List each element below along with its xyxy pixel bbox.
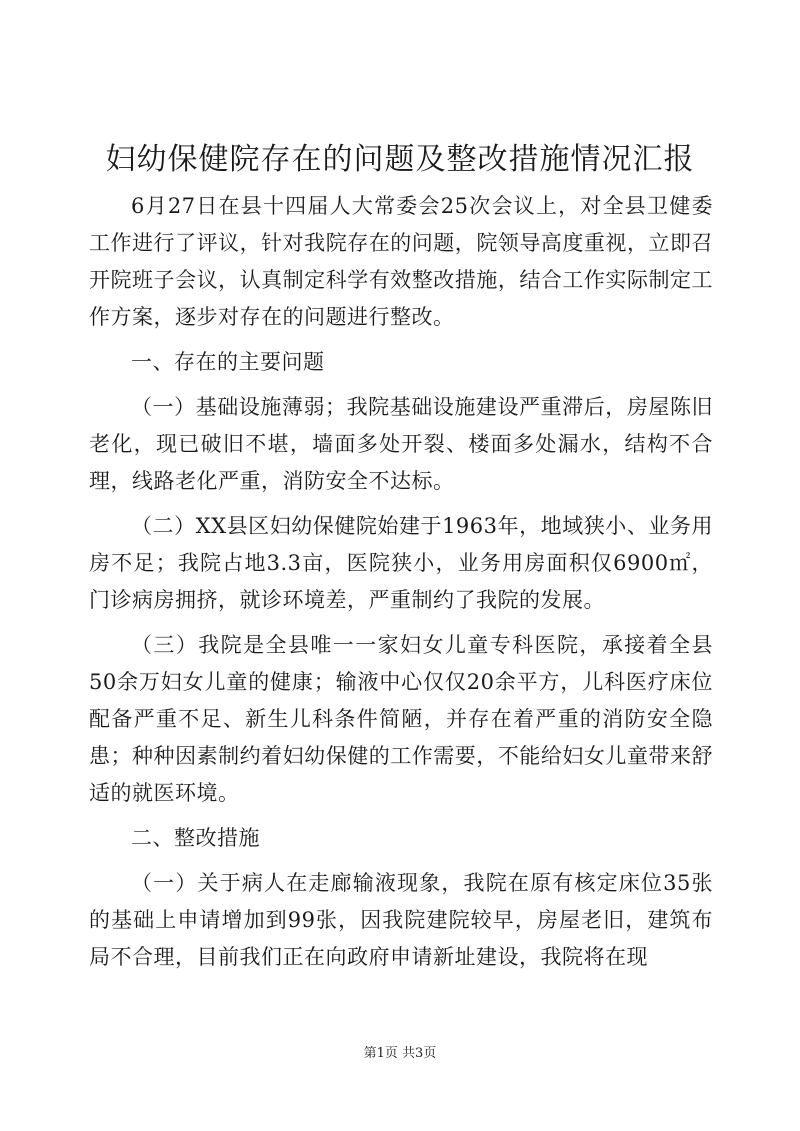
problem-paragraph-3: （三）我院是全县唯一一家妇女儿童专科医院，承接着全县50余万妇女儿童的健康；输液中心仅仅20余平方，儿科医疗床位配备严重不足、新生儿科条件简陋，并存在着严重的消防安全隐患；种种因素制约着妇幼保健的工作需要，不能给妇女儿童带来舒适的就医环境。: [89, 633, 713, 805]
document-body: [89, 188, 713, 984]
measure-paragraph-1: （一）关于病人在走廊输液现象，我院在原有核定床位35张的基础上申请增加到99张，因我院建院较早，房屋老旧，建筑布局不合理，目前我们正在向政府申请新址建设，我院将在现: [89, 871, 713, 969]
section-heading-measures: 二、整改措施: [131, 826, 260, 850]
problem-paragraph-2: （二）XX县区妇幼保健院始建于1963年，地域狭小、业务用房不足；我院占地3.3亩，医院狭小，业务用房面积仅6900㎡，门诊病房拥挤，就诊环境差，严重制约了我院的发展。: [89, 514, 713, 612]
intro-paragraph: 6月27日在县十四届人大常委会25次会议上，对全县卫健委工作进行了评议，针对我院存在的问题，院领导高度重视，立即召开院班子会议，认真制定科学有效整改措施，结合工作实际制定工作方案，逐步对存在的问题进行整改。: [89, 194, 713, 329]
section-heading-problems: 一、存在的主要问题: [131, 350, 325, 374]
page-number-footer: 第1页 共3页: [363, 1046, 437, 1061]
document-title: 妇幼保健院存在的问题及整改措施情况汇报: [105, 142, 695, 177]
problem-paragraph-1: （一）基础设施薄弱；我院基础设施建设严重滞后，房屋陈旧老化，现已破旧不堪，墙面多处开裂、楼面多处漏水，结构不合理，线路老化严重，消防安全不达标。: [89, 395, 713, 493]
